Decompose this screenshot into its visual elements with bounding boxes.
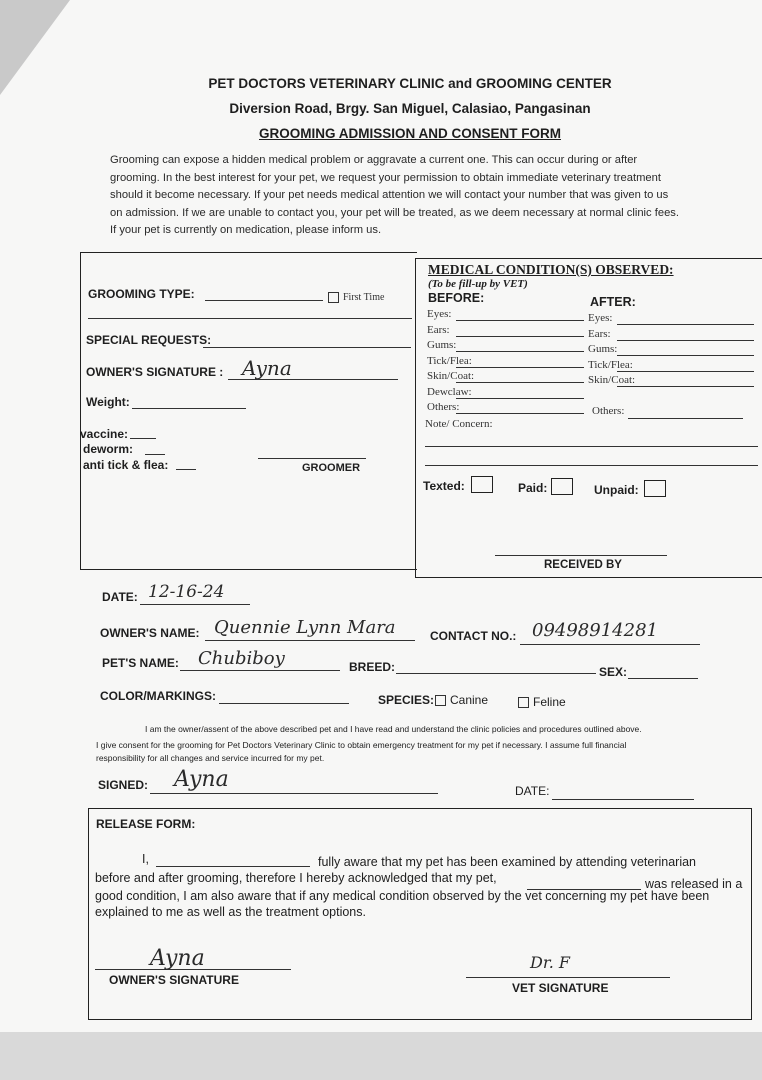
received-by-line[interactable] [495,555,667,556]
before-item-field[interactable] [456,336,584,337]
consent-line-1: I am the owner/assent of the above described pet and I have read and understand the clinic policies and procedures outlined above. [145,724,642,734]
vaccine-label: vaccine: [80,427,129,441]
pet-name-handwriting: Chubiboy [198,648,285,669]
vaccine-field[interactable] [130,438,156,439]
release-text-b: before and after grooming, therefore I hereby acknowledged that my pet, [95,871,497,885]
canine-option[interactable]: Canine [435,693,488,707]
after-item-label: Skin/Coat: [588,374,636,386]
deworm-label: deworm: [83,442,134,456]
consent-date-field[interactable] [552,799,694,800]
vet-signature-label: VET SIGNATURE [512,981,609,995]
weight-label: Weight: [86,395,130,409]
before-item-label: Others: [427,401,460,413]
before-item-label: Tick/Flea: [427,354,472,367]
unpaid-label: Unpaid: [594,483,639,497]
contact-field[interactable] [520,644,700,645]
owner-signature-label: OWNER'S SIGNATURE : [86,365,224,379]
owner-release-signature-label: OWNER'S SIGNATURE [109,973,239,987]
date-handwriting: 12-16-24 [148,582,225,602]
after-item-field[interactable] [617,371,754,372]
after-label: AFTER: [590,295,636,309]
note-line-2[interactable] [425,465,758,466]
groomer-label: GROOMER [302,462,361,474]
after-item-label: Tick/Flea: [588,358,633,371]
before-item-field[interactable] [456,351,584,352]
contact-handwriting: 09498914281 [532,620,658,641]
texted-label: Texted: [423,479,465,493]
pet-name-field[interactable] [180,670,340,671]
breed-label: BREED: [349,660,396,674]
after-item-field[interactable] [617,386,754,387]
clinic-address: Diversion Road, Brgy. San Miguel, Calasiao, Pangasinan [229,101,591,116]
color-markings-label: COLOR/MARKINGS: [100,689,216,703]
feline-checkbox-icon [518,697,529,708]
first-time-checkbox[interactable]: First Time [328,292,384,303]
consent-date-label: DATE: [515,784,550,798]
feline-option[interactable]: Feline [518,695,566,709]
before-item-label: Ears: [427,323,450,336]
after-item-field[interactable] [628,418,743,419]
after-item-field[interactable] [617,324,754,325]
weight-field[interactable] [132,408,246,409]
special-requests-label: SPECIAL REQUESTS: [86,333,212,347]
after-item-label: Gums: [588,343,618,355]
consent-line-2: I give consent for the grooming for Pet Doctors Veterinary Clinic to obtain emergency treatment for my pet if necessary. I assume full financial [96,740,627,750]
form-title: GROOMING ADMISSION AND CONSENT FORM [259,126,561,141]
after-item-label: Eyes: [588,312,613,324]
owner-release-signature-handwriting: Ayna [150,946,205,971]
release-text-c: was released in a [645,877,743,891]
clinic-name: PET DOCTORS VETERINARY CLINIC and GROOMING CENTER [208,76,612,91]
after-item-label: Others: [592,405,625,417]
consent-line-3: responsibility for all changes and service incurred for my pet. [96,753,325,763]
note-concern-label: Note/ Concern: [425,418,493,430]
received-by-label: RECEIVED BY [544,559,622,571]
before-item-field[interactable] [456,320,584,321]
release-text-d: good condition, I am also aware that if any medical condition observed by the vet concerning my pet have been [95,889,710,903]
after-item-label: Ears: [588,327,611,340]
owner-name-field[interactable] [205,640,415,641]
contact-label: CONTACT NO.: [430,629,517,643]
signed-label: SIGNED: [98,778,149,792]
before-item-label: Eyes: [427,308,452,320]
release-title: RELEASE FORM: [96,817,196,831]
sex-field[interactable] [628,678,698,679]
medical-subtitle: (To be fill-up by VET) [428,278,528,290]
groomer-signature-line[interactable] [258,458,366,459]
pet-name-label: PET'S NAME: [102,656,179,670]
owner-signature-handwriting: Ayna [242,356,292,380]
grooming-type-field[interactable] [205,300,323,301]
before-item-label: Skin/Coat: [427,370,475,382]
checkbox-icon [328,292,339,303]
owner-name-label: OWNER'S NAME: [100,626,200,640]
sex-label: SEX: [599,665,628,679]
vet-signature-line[interactable] [466,977,670,978]
species-label: SPECIES: [378,693,435,707]
grooming-type-extra-line [88,318,412,319]
before-label: BEFORE: [428,291,485,305]
before-item-label: Gums: [427,339,457,351]
date-label: DATE: [102,590,138,604]
paid-label: Paid: [518,481,548,495]
before-item-field[interactable] [456,382,584,383]
anti-tick-field[interactable] [176,469,196,470]
after-item-field[interactable] [617,340,754,341]
vet-signature-handwriting: Dr. F [530,953,570,972]
release-text-a: fully aware that my pet has been examined by attending veterinarian [318,855,697,869]
before-item-label: Dewclaw: [427,385,472,398]
grooming-type-label: GROOMING TYPE: [88,287,195,301]
release-prefix: I, [142,852,149,866]
owner-name-handwriting: Quennie Lynn Mara [214,617,396,638]
date-field[interactable] [140,604,250,605]
signed-handwriting: Ayna [174,767,229,792]
after-item-field[interactable] [617,355,754,356]
signed-field[interactable] [150,793,438,794]
deworm-field[interactable] [145,454,165,455]
breed-field[interactable] [396,673,596,674]
before-item-field[interactable] [456,398,584,399]
note-line-1[interactable] [425,446,758,447]
before-item-field[interactable] [456,367,584,368]
anti-tick-label: anti tick & flea: [83,458,169,472]
medical-title: MEDICAL CONDITION(S) OBSERVED: [428,262,674,277]
intro-paragraph: Grooming can expose a hidden medical problem or aggravate a current one. This can occur during or after grooming. In the best interest for your pet, we request your permission to obtain immediate veterinary treatment should it become necessary. If your pet needs medical attention we will contact your number that was given to us on admission. If we are unable to contact you, your pet will be treated, as we deem necessary at normal clinic fees. If your pet is currently on medication, please inform us. [110,154,679,236]
paid-checkbox[interactable] [551,478,573,495]
release-name-field[interactable] [156,866,310,867]
release-text-e: explained to me as well as the treatment options. [95,905,366,919]
canine-checkbox-icon [435,695,446,706]
before-item-field[interactable] [456,413,584,414]
color-markings-field[interactable] [219,703,349,704]
special-requests-field[interactable] [203,347,411,348]
texted-checkbox[interactable] [471,476,493,493]
unpaid-checkbox[interactable] [644,480,666,497]
